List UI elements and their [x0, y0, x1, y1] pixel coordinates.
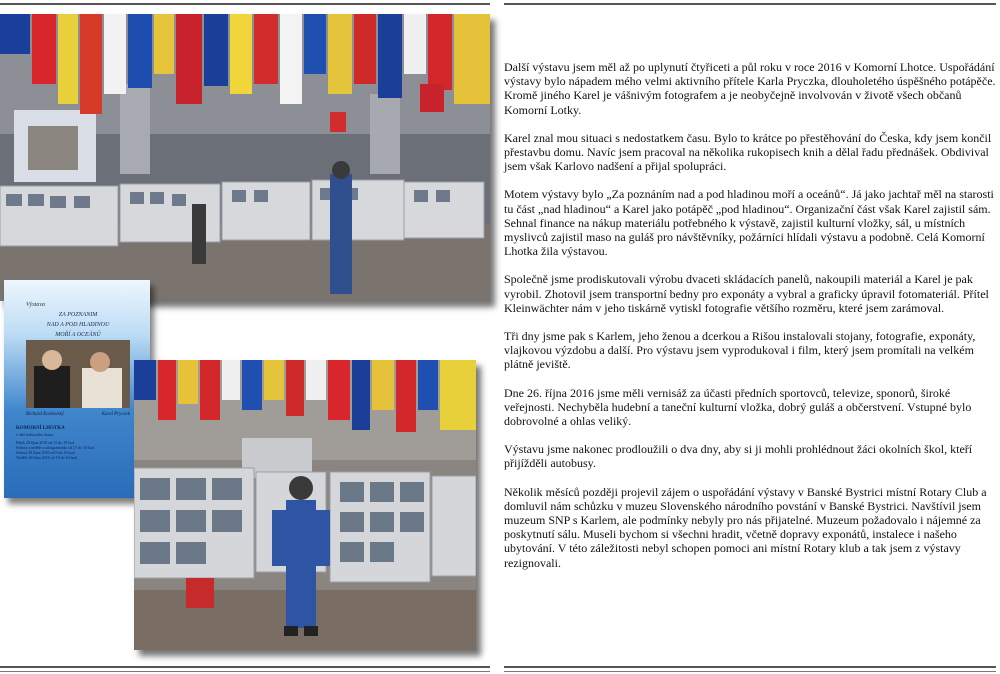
poster-time-line: Sobota 29.října 2016 od 9 do 18 hod.: [16, 450, 76, 455]
exhibition-poster: [4, 280, 150, 498]
top-rule-right: [504, 3, 996, 5]
exhibition-hall-photo: [0, 14, 490, 301]
article-paragraph: Tři dny jsme pak s Karlem, jeho ženou a dcerkou a Rišou instalovali stojany, fotografie, exponáty, vlajkovou výzdobu a další. Pro výstavu jsem vyprodukoval i film, který jsem promítali na velkém plátně jeviště.: [504, 329, 976, 372]
poster-time-line: Neděle 30.října 2016 od 10 do 16 hod.: [16, 455, 78, 460]
poster-time-line: Pátek 28.října 2016 od 15 do 18 hod.: [16, 440, 76, 445]
poster-names: [26, 412, 130, 417]
poster-venue-sub: v sále kulturního domu: [16, 432, 53, 437]
bottom-rule-left-thin: [0, 671, 490, 672]
poster-times: [16, 440, 95, 460]
article-paragraph: Dne 26. října 2016 jsme měli vernisáž za účasti předních sportovců, televize, sponorů, široké veřejnosti. Nechyběla hudební a taneční kulturní vložka, dobrý guláš a občerstvení. Vstupné bylo dobrovolné a ohlas veliký.: [504, 385, 972, 429]
poster-time-line: Sobota a neděle a autogramiáda od 17 do 18 hod.: [16, 445, 95, 450]
article-paragraph: Společně jsme prodiskutovali výrobu dvaceti skládacích panelů, nakoupili materiál a Karel je pak vyrobil. Zhotovil jsem transportní bedny pro exponáty a vybral a graficky úpravil fotomateriál. Přítel Kleinwächter nám v jeho tiskárně vytiskl fotografie většího rozměru, které jsem zarámoval.: [504, 272, 989, 315]
exhibition-panels-photo: [134, 360, 476, 650]
article-text: [504, 60, 996, 584]
poster-title-line: MOŘÍ A OCEÁNŮ: [55, 332, 101, 338]
article-paragraph: Karel znal mou situaci s nedostatkem času. Bylo to krátce po přestěhování do Česka, kdy jsem končil přestavbu domu. Navíc jsem pracoval na několika rukopisech knih a dělal řadu přednášek. Obdivival jsem však Karlovo nadšení a přijal spolupráci.: [504, 130, 992, 174]
top-rule-left: [0, 3, 490, 5]
poster-label: Výstava: [26, 302, 45, 308]
poster-title: [18, 310, 138, 340]
poster-name-left: Richard Konkolský: [26, 412, 65, 417]
article-paragraph: Motem výstavy bylo „Za poznáním nad a pod hladinou moří a oceánů“. Já jako jachtař měl na starosti tu část „nad hladinou“ a Karel jako potápěč „pod hladinou“. Organizační část však Karel zajistil sám. Sehnal finance na nákup materiálu potřebného k výstavě, zajistil kulturní vložky, sál, u místních myslivců zajistil maso na guláš pro návštěvníky, požárníci hlídali výstavu a podobně. Celá Komorní Lhotka žila výstavou.: [504, 187, 994, 259]
bottom-rule-right-thin: [504, 671, 996, 672]
bottom-rule-right: [504, 666, 996, 668]
article-paragraph: Další výstavu jsem měl až po uplynutí čtyřiceti a půl roku v roce 2016 v Komorní Lhotce. Uspořádání výstavy bylo nápadem mého velmi aktivního přítele Karla Pryczka, dlouholetého úspěšného potápěče. Kromě jiného Karel je vášnivým fotografem a je neobyčejně involvován v životě všech občanů Komorní Lotky.: [504, 60, 996, 117]
poster-portrait-photo: [26, 340, 130, 408]
poster-title-line: NAD A POD HLADINOU: [46, 322, 110, 328]
bottom-rule-left: [0, 666, 490, 668]
poster-name-right: Karel Pryczek: [101, 412, 130, 417]
poster-venue: KOMORNÍ LHOTKA: [16, 426, 65, 431]
article-paragraph: Několik měsíců později projevil zájem o uspořádání výstavy v Banské Bystrici místní Rotary Club a domluvil nám schůzku v muzeu Slovenského národního povstání v Banské Bystrici. Navštívil jsem muzeum SNP s Karlem, ale podmínky nebyly pro nás přijatelné. Muzeum požadovalo i nájemné za poskytnutí sálu. Museli bychom si všechni hradit, včetně dopravy exponátů, instalece i našeho ubytování. V této záležitosti nebyl schopen pomoci ani místní Rotary klub a tak jsem z výstavy rezignovali.: [504, 484, 987, 570]
article-paragraph: Výstavu jsme nakonec prodloužili o dva dny, aby si ji mohli prohlédnout žáci okolních škol, kteří přijížděli autobusy.: [504, 442, 973, 471]
poster-title-line: ZA POZNANIM: [58, 312, 98, 318]
